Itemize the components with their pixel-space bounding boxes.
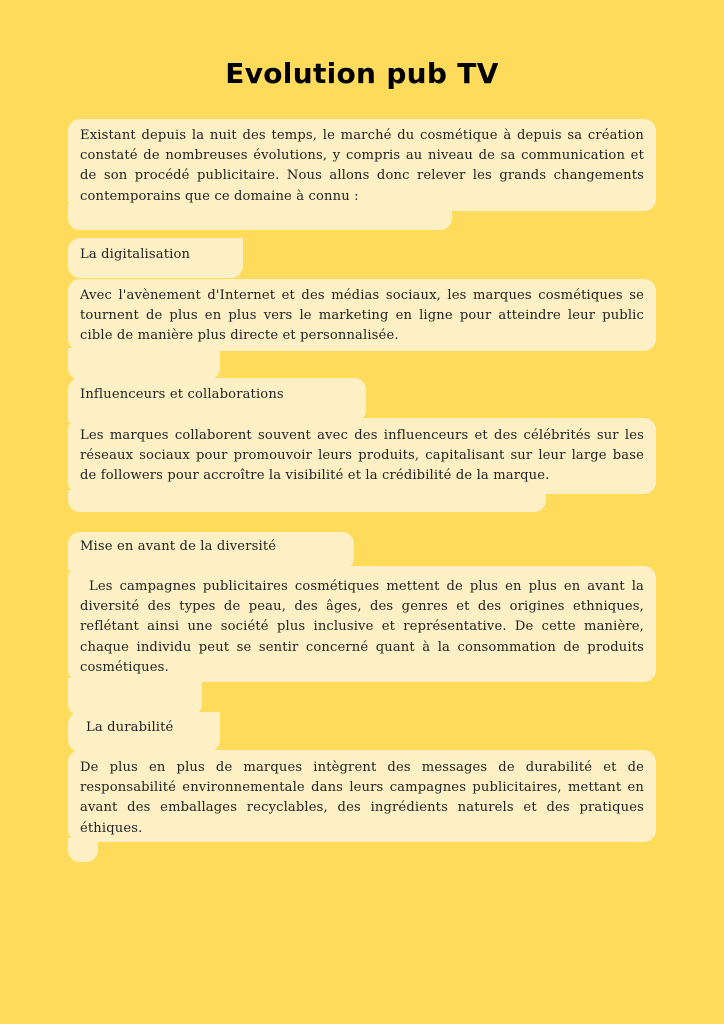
section-body-diversite: Les campagnes publicitaires cosmétiques mettent de plus en plus en avant la diversité des types de peau, des âges, des genres et des origines ethniques, reflétant ainsi une société plus inclusive et représentative. De cette manière, chaque individu peut se sentir concerné quant à la consommation de produits cosmétiques. [80,579,644,675]
section-heading-diversite: Mise en avant de la diversité [80,539,277,554]
section-heading-digitalisation: La digitalisation [80,247,191,262]
highlight-block [68,490,546,512]
highlight-block [68,204,452,230]
section-body-durabilite: De plus en plus de marques intègrent des messages de durabilité et de responsabilité environnementale dans leurs campagnes publicitaires, mettant en avant des emballages recyclables, des ingrédients naturels et des pratiques éthiques. [80,760,644,836]
page-title: Evolution pub TV [225,56,499,90]
section-heading-influenceurs: Influenceurs et collaborations [80,387,284,402]
highlight-block [68,838,98,862]
section-heading-durabilite: La durabilité [86,720,174,735]
section-body-digitalisation: Avec l'avènement d'Internet et des médias sociaux, les marques cosmétiques se tournent de plus en plus vers le marketing en ligne pour atteindre leur public cible de manière plus directe et personnalisée. [80,288,644,344]
highlight-block [68,348,220,380]
section-body-influenceurs: Les marques collaborent souvent avec des influenceurs et des célébrités sur les réseaux sociaux pour promouvoir leurs produits, capitalisant sur leur large base de followers pour accroître la visibilité et la crédibilité de la marque. [80,428,644,484]
highlight-block [68,678,202,716]
intro-paragraph: Existant depuis la nuit des temps, le marché du cosmétique à depuis sa création constaté de nombreuses évolutions, y compris au niveau de sa communication et de son procédé publicitaire. Nous allons donc relever les grands changements contemporains que ce domaine à connu : [80,128,644,204]
